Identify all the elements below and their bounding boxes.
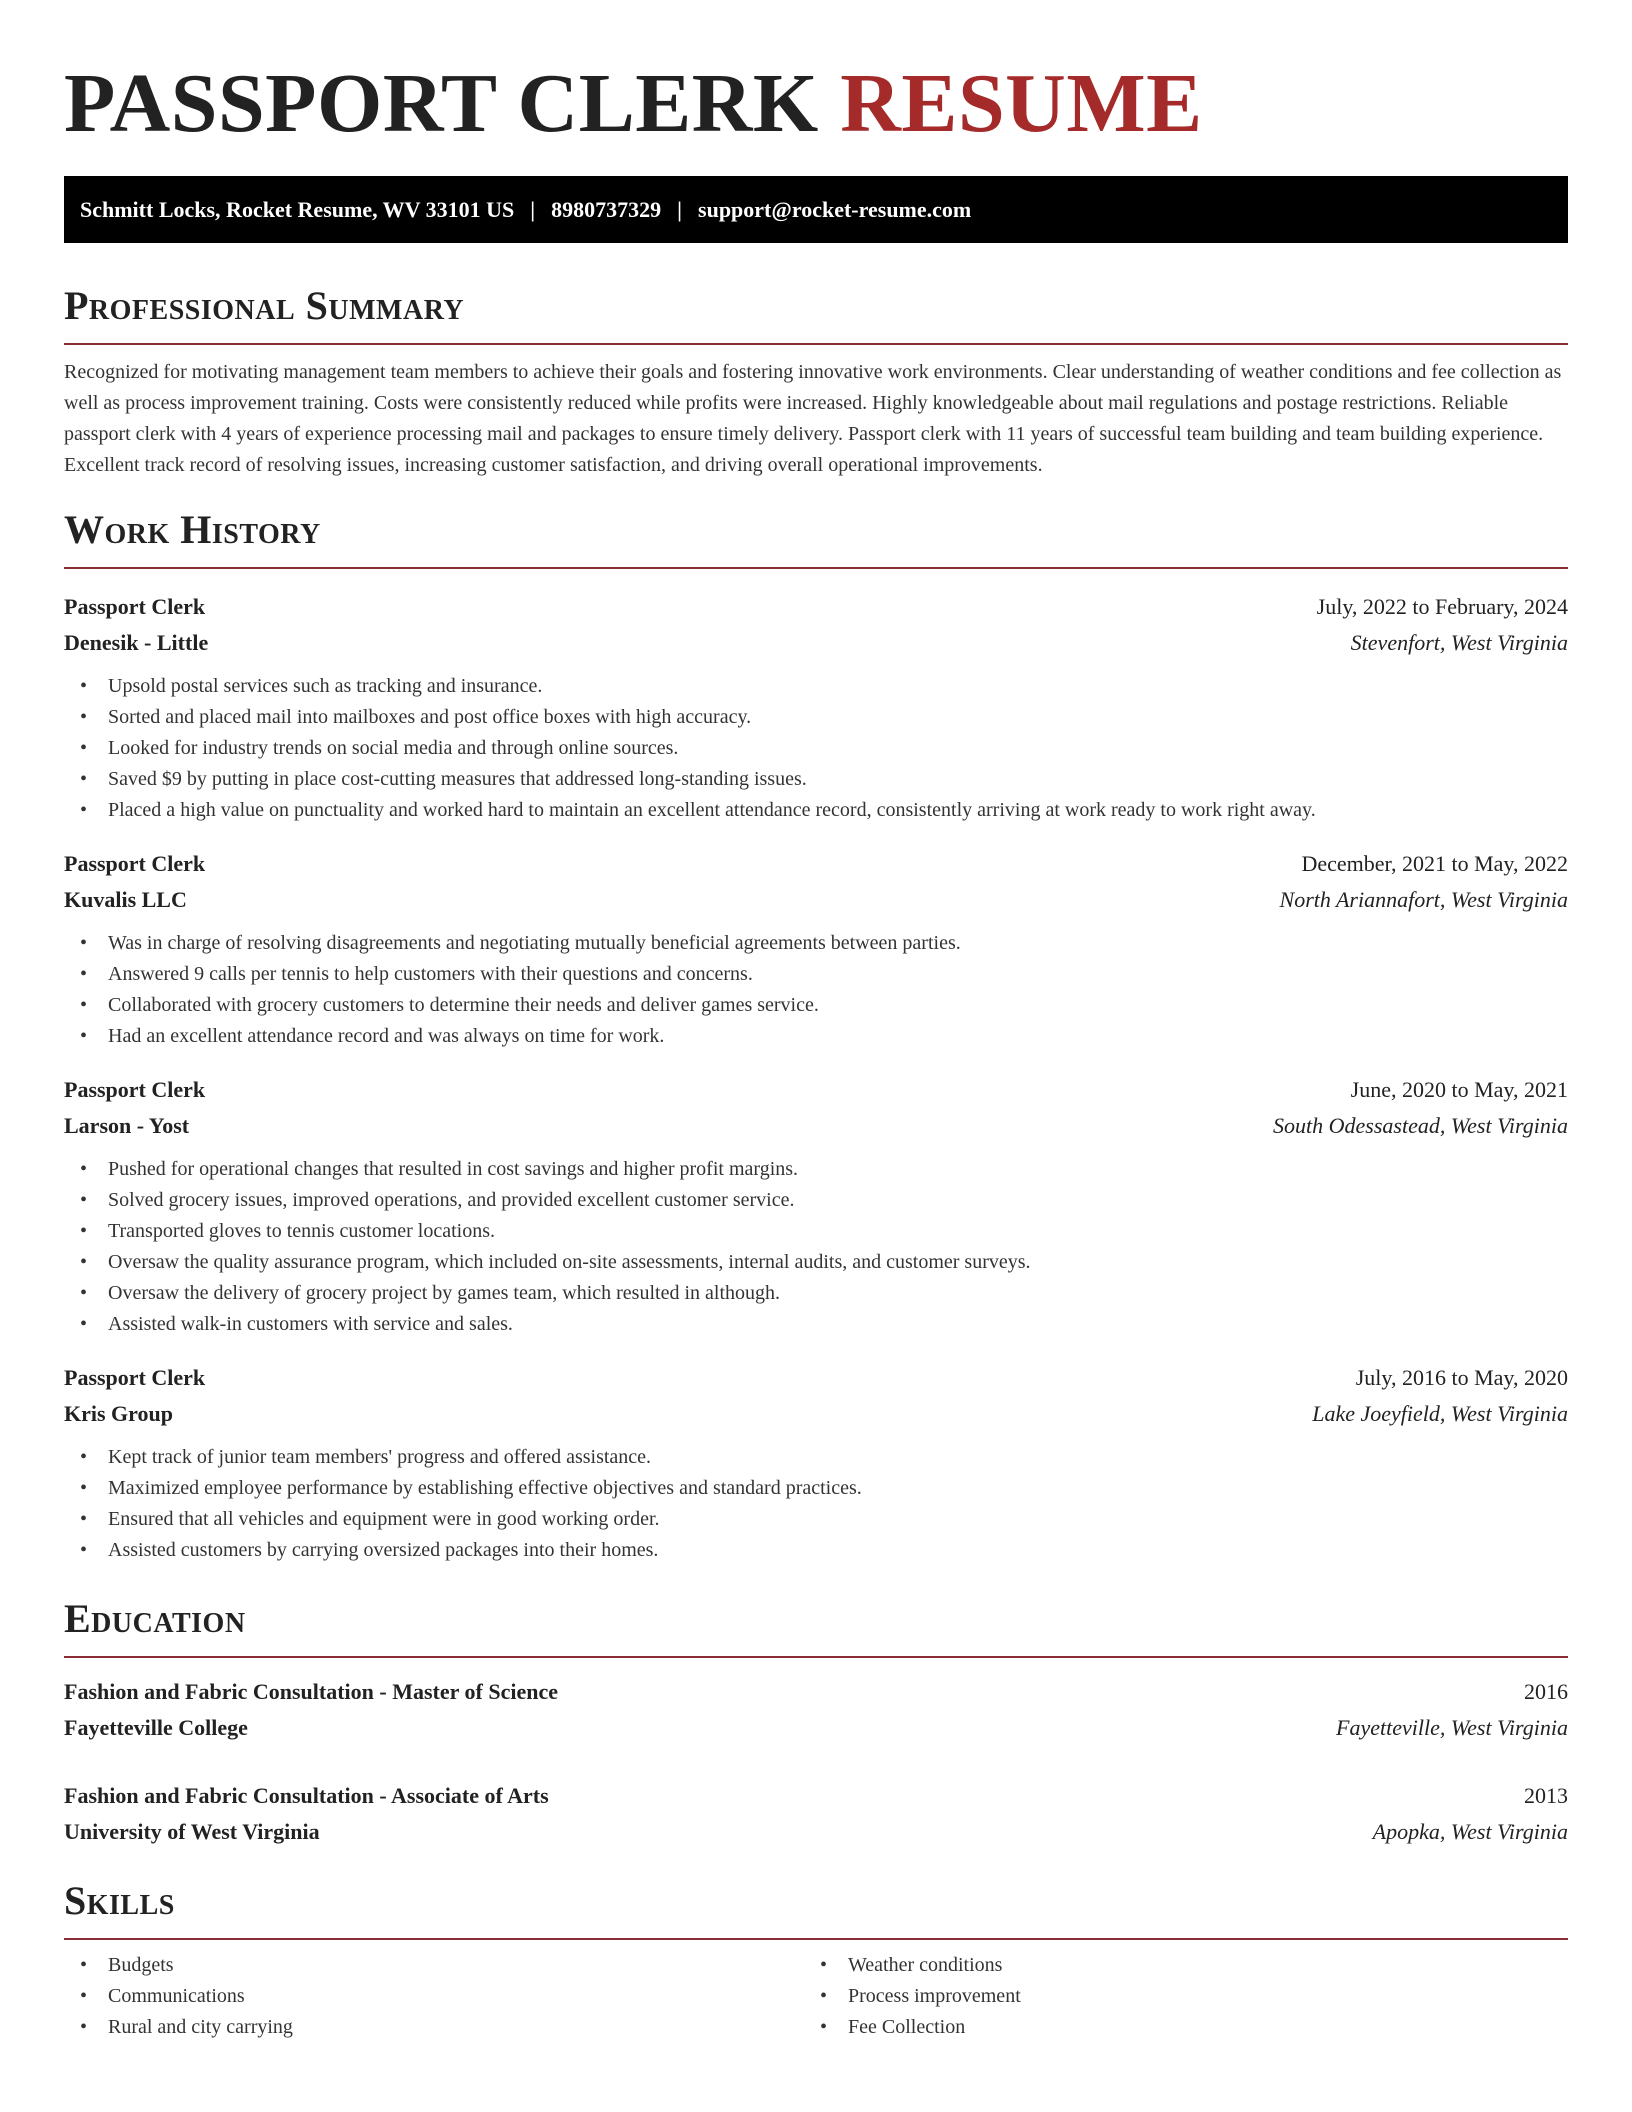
job-bullet: • Oversaw the delivery of grocery project by games team, which resulted in although. xyxy=(64,1278,1568,1309)
job-bullet: • Answered 9 calls per tennis to help customers with their questions and concerns. xyxy=(64,959,1568,990)
contact-bar xyxy=(64,176,1568,243)
job-bullet: • Solved grocery issues, improved operations, and provided excellent customer service. xyxy=(64,1185,1568,1216)
contact-phone: 8980737329 xyxy=(551,196,662,222)
job-dates: July, 2016 to May, 2020 xyxy=(1355,1365,1568,1390)
skills-column-right xyxy=(804,1950,1544,2043)
summary-text: Recognized for motivating management team members to achieve their goals and fostering innovative work environments. Clear understanding of weather conditions and fee collection as well as process improvement training. Costs were consistently reduced while profits were increased. Highly knowledgeable about mail regulations and postage restrictions. Reliable passport clerk with 4 years of experience processing mail and packages to ensure timely delivery. Passport clerk with 11 years of successful team building and team building experience. Excellent track record of resolving issues, increasing customer satisfaction, and driving overall operational improvements. xyxy=(64,361,1562,476)
summary-heading: Professional Summary xyxy=(64,281,1568,345)
job-dates: December, 2021 to May, 2022 xyxy=(1301,851,1568,876)
skill-item: • Process improvement xyxy=(804,1981,1544,2012)
job-bullets xyxy=(64,1442,1568,1566)
job-title: Passport Clerk xyxy=(64,1365,206,1390)
job-dates: June, 2020 to May, 2021 xyxy=(1350,1077,1568,1102)
education-school: Fayetteville College xyxy=(64,1715,248,1740)
job-bullet: • Looked for industry trends on social media and through online sources. xyxy=(64,733,1568,764)
title-job-name: PASSPORT CLERK xyxy=(64,57,819,150)
job-bullet: • Saved $9 by putting in place cost-cutting measures that addressed long-standing issues. xyxy=(64,764,1568,795)
job-bullet: • Sorted and placed mail into mailboxes and post office boxes with high accuracy. xyxy=(64,702,1568,733)
job-bullet: • Placed a high value on punctuality and worked hard to maintain an excellent attendance record, consistently arriving at work ready to work right away. xyxy=(64,795,1568,826)
job-entry xyxy=(64,1072,1568,1340)
education-heading: Education xyxy=(64,1594,1568,1658)
job-bullet: • Was in charge of resolving disagreements and negotiating mutually beneficial agreements between parties. xyxy=(64,928,1568,959)
job-company: Larson - Yost xyxy=(64,1113,190,1138)
skills-column-left xyxy=(64,1950,804,2043)
job-title: Passport Clerk xyxy=(64,1077,206,1102)
skill-item: • Rural and city carrying xyxy=(64,2012,804,2043)
education-location: Fayetteville, West Virginia xyxy=(1336,1715,1568,1740)
job-bullet: • Pushed for operational changes that resulted in cost savings and higher profit margins. xyxy=(64,1154,1568,1185)
job-location: Lake Joeyfield, West Virginia xyxy=(1312,1401,1568,1426)
education-year: 2013 xyxy=(1524,1783,1568,1808)
education-degree: Fashion and Fabric Consultation - Associate of Arts xyxy=(64,1783,549,1808)
job-bullets xyxy=(64,1154,1568,1340)
job-company: Kuvalis LLC xyxy=(64,887,187,912)
job-bullet: • Oversaw the quality assurance program, which included on-site assessments, internal audits, and customer surveys. xyxy=(64,1247,1568,1278)
skill-item: • Weather conditions xyxy=(804,1950,1544,1981)
education-entry xyxy=(64,1778,1568,1850)
education-school: University of West Virginia xyxy=(64,1819,320,1844)
work-history-heading: Work History xyxy=(64,505,1568,569)
resume-title xyxy=(64,0,1568,176)
contact-separator: | xyxy=(530,196,536,222)
job-bullets xyxy=(64,671,1568,826)
skill-item: • Budgets xyxy=(64,1950,804,1981)
job-bullet: • Upsold postal services such as tracking and insurance. xyxy=(64,671,1568,702)
title-resume-word: RESUME xyxy=(840,57,1203,150)
job-entry xyxy=(64,846,1568,1052)
contact-email: support@rocket-resume.com xyxy=(698,196,972,222)
education-degree: Fashion and Fabric Consultation - Master of Science xyxy=(64,1679,558,1704)
job-bullet: • Maximized employee performance by establishing effective objectives and standard practices. xyxy=(64,1473,1568,1504)
job-location: South Odessastead, West Virginia xyxy=(1273,1113,1568,1138)
job-entry xyxy=(64,1360,1568,1566)
skills-heading: Skills xyxy=(64,1876,1568,1940)
job-bullet: • Collaborated with grocery customers to determine their needs and deliver games service. xyxy=(64,990,1568,1021)
job-bullet: • Transported gloves to tennis customer locations. xyxy=(64,1216,1568,1247)
education-year: 2016 xyxy=(1524,1679,1568,1704)
job-company: Kris Group xyxy=(64,1401,174,1426)
job-dates: July, 2022 to February, 2024 xyxy=(1316,594,1568,619)
job-company: Denesik - Little xyxy=(64,630,209,655)
contact-address: Schmitt Locks, Rocket Resume, WV 33101 US xyxy=(80,196,515,222)
education-location: Apopka, West Virginia xyxy=(1372,1819,1568,1844)
skill-item: • Communications xyxy=(64,1981,804,2012)
job-title: Passport Clerk xyxy=(64,594,206,619)
job-bullets xyxy=(64,928,1568,1052)
job-location: North Ariannafort, West Virginia xyxy=(1279,887,1568,912)
job-entry xyxy=(64,589,1568,826)
skill-item: • Fee Collection xyxy=(804,2012,1544,2043)
job-bullet: • Assisted walk-in customers with service and sales. xyxy=(64,1309,1568,1340)
skills-list xyxy=(64,1950,1568,2043)
contact-separator: | xyxy=(677,196,683,222)
job-location: Stevenfort, West Virginia xyxy=(1350,630,1568,655)
job-bullet: • Had an excellent attendance record and was always on time for work. xyxy=(64,1021,1568,1052)
education-entry xyxy=(64,1674,1568,1746)
job-title: Passport Clerk xyxy=(64,851,206,876)
job-bullet: • Kept track of junior team members' progress and offered assistance. xyxy=(64,1442,1568,1473)
job-bullet: • Ensured that all vehicles and equipment were in good working order. xyxy=(64,1504,1568,1535)
job-bullet: • Assisted customers by carrying oversized packages into their homes. xyxy=(64,1535,1568,1566)
